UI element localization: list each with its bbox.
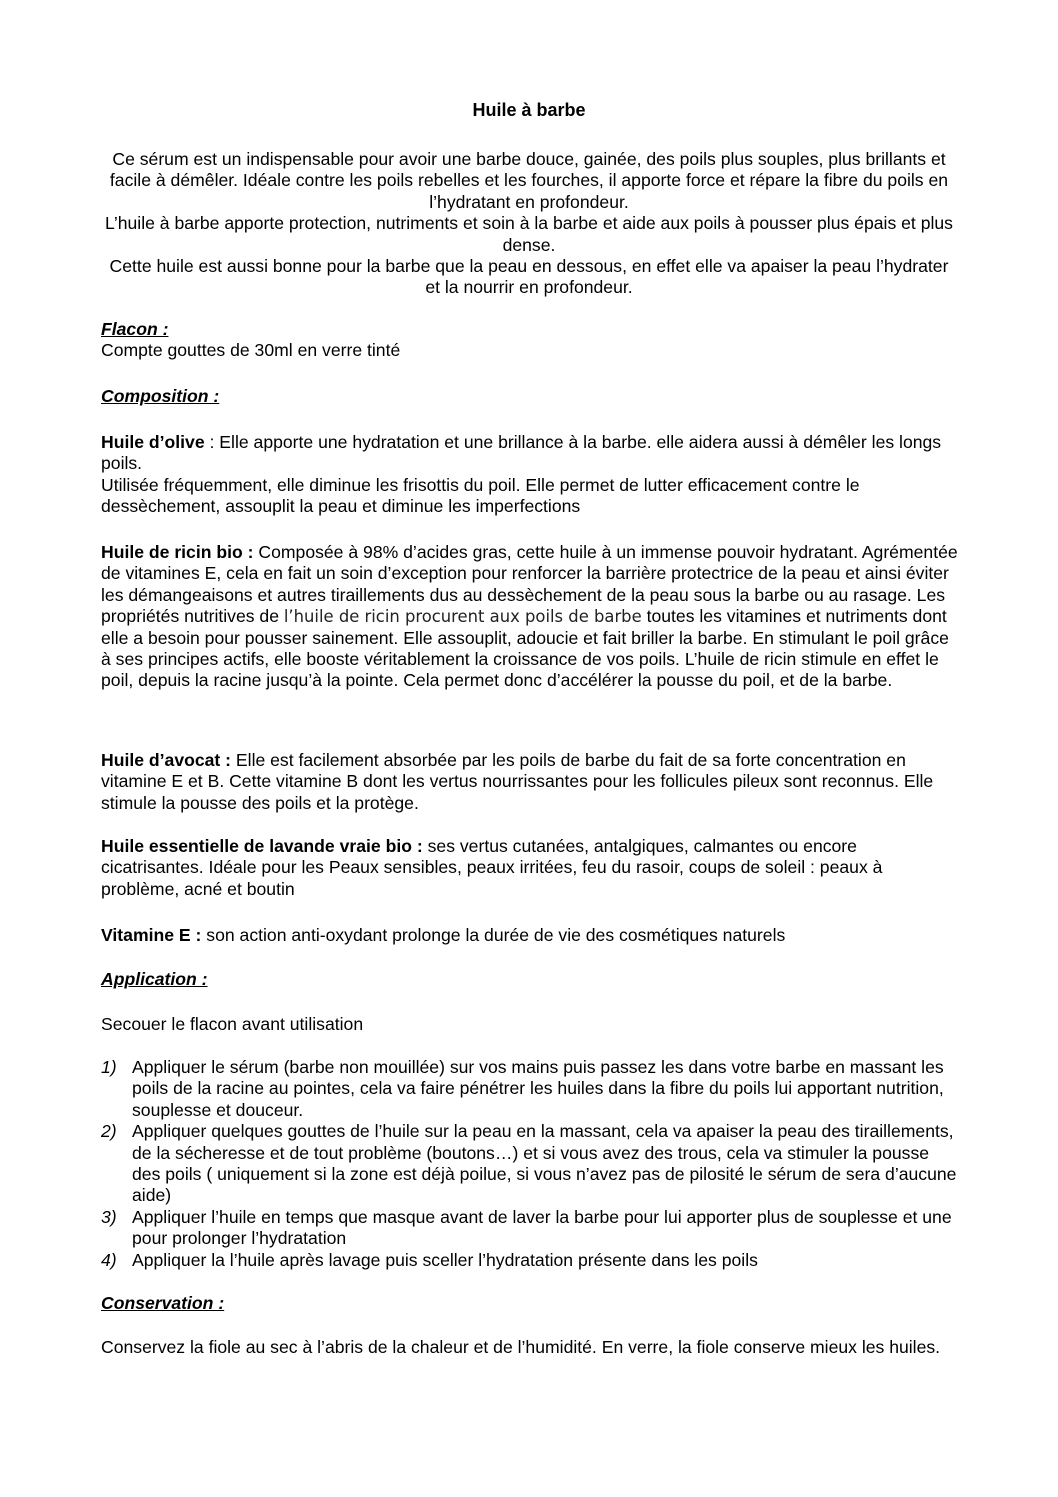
ingredient-avocat [101, 750, 961, 814]
olive-text: : Elle apporte une hydratation et une brillance à la barbe. elle aidera aussi à démêler les longs poils. [101, 432, 942, 474]
step-number: 3) [101, 1206, 117, 1227]
application-steps [101, 1057, 961, 1271]
intro-section [100, 149, 958, 299]
application-heading: Application : [101, 969, 208, 989]
ingredient-vitamine [101, 925, 961, 946]
application-heading-block [101, 969, 961, 990]
ricin-text-end: toutes les vitamines et nutriments dont elle a besoin pour pousser sainement. Elle assouplit, adoucie et fait briller la barbe. En stimulant le poil grâce à ses principes actifs, elle booste véritablement la croissance de vos poils. L’huile de ricin stimule en effet le poil, depuis la racine jusqu’à la pointe. Cela permet donc d’accélérer la pousse du poil, et de la barbe. [101, 606, 949, 691]
application-intro-block [101, 1014, 961, 1035]
document-title: Huile à barbe [472, 100, 586, 120]
lavande-paragraph [101, 836, 961, 900]
step-text: Appliquer l’huile en temps que masque avant de laver la barbe pour lui apporter plus de souplesse et une pour prolonger l’hydratation [132, 1206, 952, 1249]
list-item [101, 1121, 961, 1207]
list-item [101, 1250, 961, 1271]
avocat-term: Huile d’avocat : [101, 750, 232, 770]
olive-paragraph [101, 432, 961, 475]
ingredient-olive [101, 432, 961, 518]
conservation-heading: Conservation : [101, 1293, 225, 1313]
ricin-term: Huile de ricin bio : [101, 542, 254, 562]
vitamine-term: Vitamine E : [101, 925, 202, 945]
list-item [101, 1057, 961, 1121]
composition-heading: Composition : [101, 386, 220, 406]
composition-heading-block [101, 386, 961, 407]
conservation-heading-block [101, 1293, 961, 1314]
lavande-term: Huile essentielle de lavande vraie bio : [101, 836, 423, 856]
intro-paragraph: L’huile à barbe apporte protection, nutriments et soin à la barbe et aide aux poils à pousser plus épais et plus dense. [105, 213, 953, 255]
step-text: Appliquer le sérum (barbe non mouillée) sur vos mains puis passez les dans votre barbe en massant les poils de la racine au pointes, cela va faire pénétrer les huiles dans la fibre du poils lui apportant nutrition, souplesse et douceur. [132, 1057, 944, 1120]
vitamine-paragraph [101, 925, 961, 946]
step-number: 2) [101, 1121, 117, 1142]
list-item [101, 1207, 961, 1250]
olive-paragraph-2: Utilisée fréquemment, elle diminue les frisottis du poil. Elle permet de lutter efficacement contre le dessèchement, assouplit la peau et diminue les imperfections [101, 474, 860, 517]
intro-paragraph: Cette huile est aussi bonne pour la barbe que la peau en dessous, en effet elle va apaiser la peau l’hydrater et la nourrir en profondeur. [109, 256, 949, 298]
step-number: 1) [101, 1057, 117, 1077]
step-text: Appliquer la l’huile après lavage puis sceller l’hydratation présente dans les poils [132, 1249, 758, 1270]
flacon-text: Compte gouttes de 30ml en verre tinté [101, 340, 401, 361]
ricin-paragraph [101, 542, 961, 692]
conservation-section [101, 1337, 961, 1358]
olive-term: Huile d’olive [101, 432, 205, 452]
lavande-text: ses vertus cutanées, antalgiques, calmantes ou encore cicatrisantes. Idéale pour les Peaux sensibles, peaux irritées, feu du rasoir, coups de soleil : peaux à problème, acné et boutin [101, 836, 883, 899]
avocat-paragraph [101, 750, 961, 814]
ingredient-ricin [101, 542, 961, 692]
application-intro: Secouer le flacon avant utilisation [101, 1014, 364, 1034]
ingredient-lavande [101, 836, 961, 900]
intro-paragraph: Ce sérum est un indispensable pour avoir une barbe douce, gainée, des poils plus souples, plus brillants et facile à démêler. Idéale contre les poils rebelles et les fourches, il apporte force et répare la fibre du poils en l’hydratant en profondeur. [109, 149, 949, 212]
flacon-heading: Flacon : [101, 319, 169, 339]
step-number: 4) [101, 1249, 117, 1270]
step-text: Appliquer quelques gouttes de l’huile sur la peau en la massant, cela va apaiser la peau des tiraillements, de la sécheresse et de tout problème (boutons…) et si vous avez des trous, cela va stimuler la pousse des poils ( uniquement si la zone est déjà poilue, si vous n’avez pas de pilosité le sérum de sera d’aucune aide) [132, 1121, 957, 1206]
steps-list [101, 1057, 961, 1271]
vitamine-text: son action anti-oxydant prolonge la durée de vie des cosmétiques naturels [201, 925, 786, 945]
avocat-text: Elle est facilement absorbée par les poils de barbe du fait de sa forte concentration en vitamine E et B. Cette vitamine B dont les vertus nourrissantes pour les follicules pileux sont reconnus. Elle stimule la pousse des poils et la protège. [101, 750, 934, 813]
ricin-text-alt: l’huile de ricin procurent aux poils de barbe [283, 607, 642, 627]
conservation-text: Conservez la fiole au sec à l’abris de la chaleur et de l’humidité. En verre, la fiole conserve mieux les huiles. [101, 1337, 941, 1357]
ricin-text: Composée à 98% d’acides gras, cette huile à un immense pouvoir hydratant. Agrémentée de vitamines E, cela en fait un soin d’exception pour renforcer la barrière protectrice de la peau et ainsi éviter les démangeaisons et autres tiraillements dus au dessèchement de la peau sous la barbe ou au rasage. Les propriétés nutritives de [101, 542, 958, 627]
flacon-section [101, 319, 961, 362]
